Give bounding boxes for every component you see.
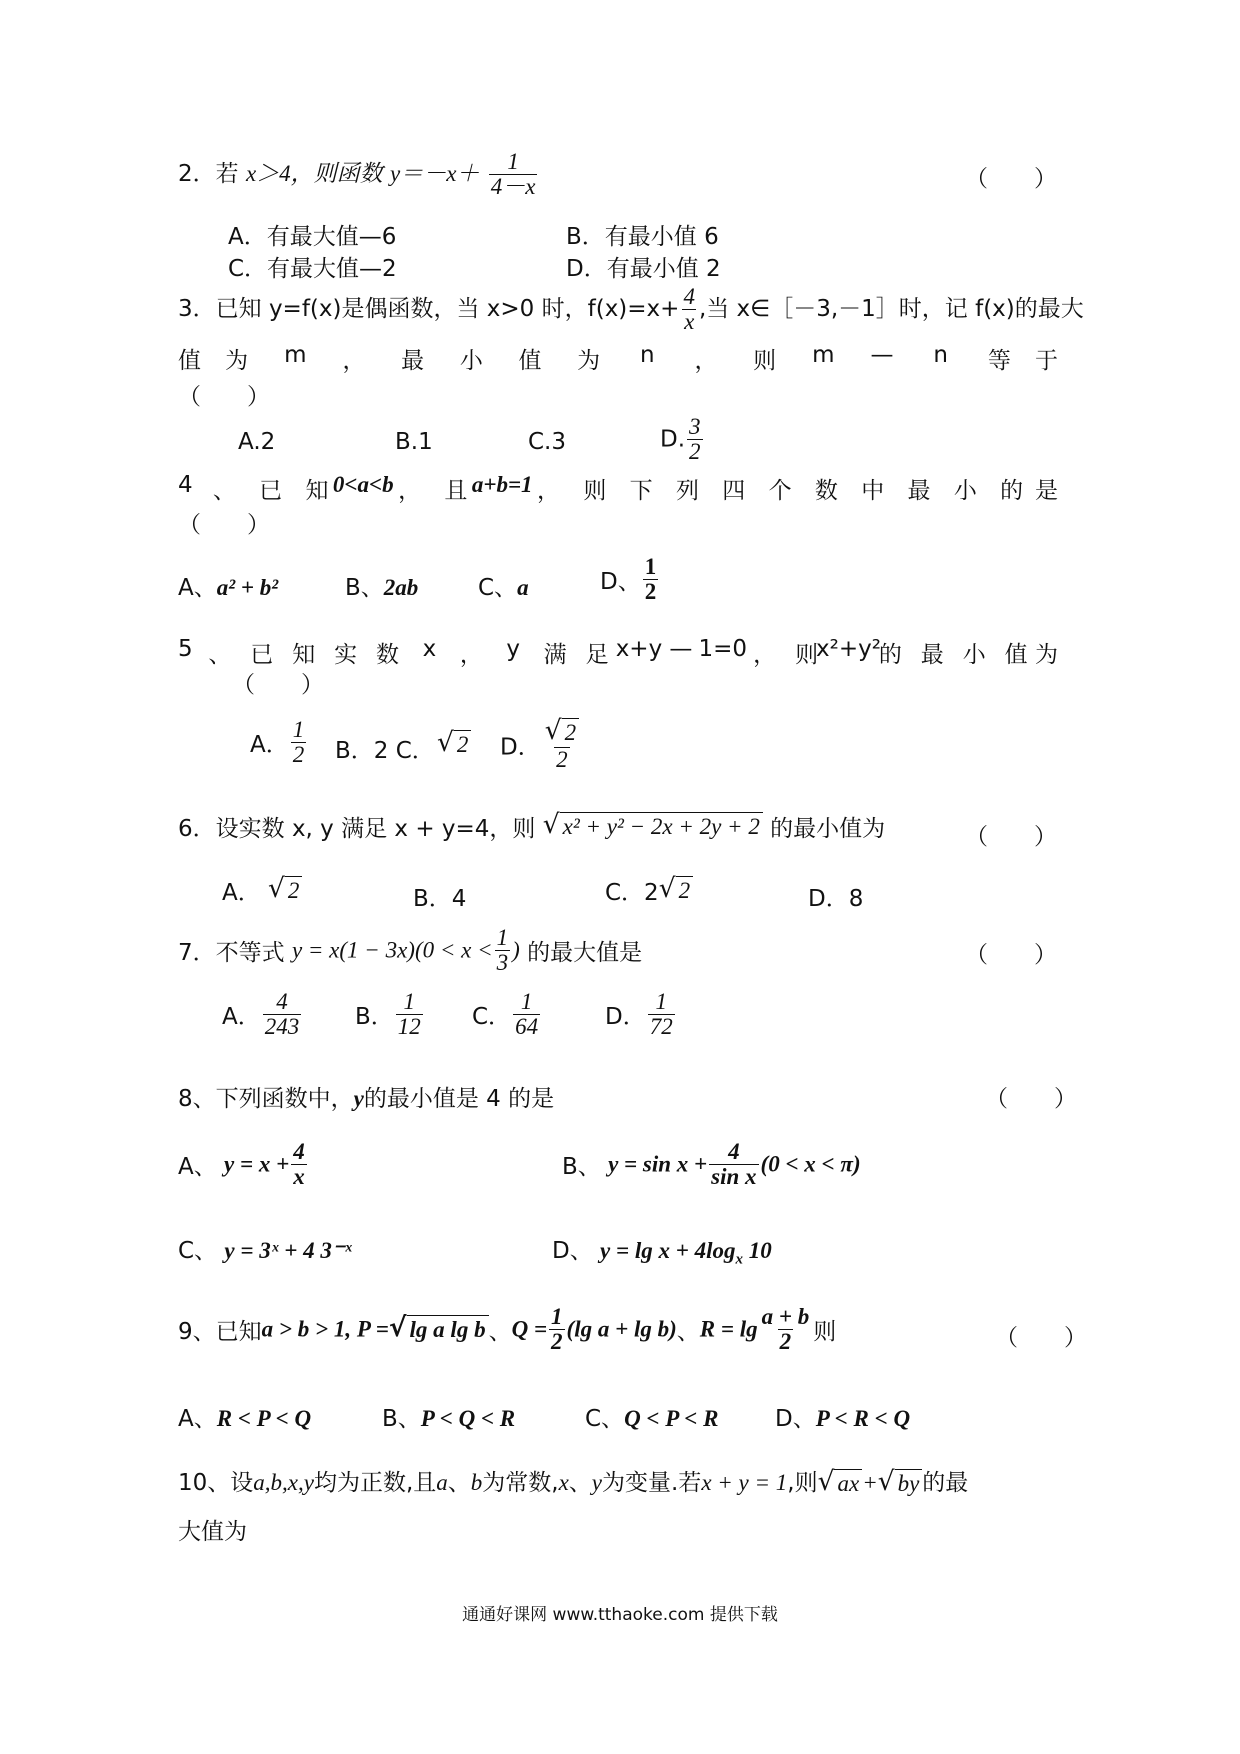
q4-line1-token: 小 (953, 478, 977, 504)
q9-text-pre: 9、已知 (178, 1319, 262, 1346)
q3-line2-token: 则 (753, 348, 777, 374)
q5-line1-token: 5 (178, 636, 193, 662)
q8-a-den: x (293, 1164, 305, 1190)
q4-line1-token: 个 (768, 478, 792, 504)
q7-d-num: 1 (655, 989, 667, 1014)
q6-c-radicand: 2 (676, 876, 694, 905)
q5-line1-token: 知 (292, 642, 316, 668)
q3-d-num: 3 (689, 414, 701, 439)
q8-options-row2 (0, 1232, 1240, 1272)
q8-options-row1 (0, 1140, 1240, 1214)
q3-line2-token: m (284, 342, 307, 368)
q5-option-d-fraction (543, 715, 581, 772)
q5-option-a-label: A． (250, 732, 289, 759)
q9-option-b-label: B、 (382, 1406, 421, 1432)
q4-option-d (600, 555, 660, 604)
q5-line1-token: 则 (795, 642, 819, 668)
q9-option-c-label: C、 (585, 1406, 625, 1432)
q5-a-num: 1 (292, 717, 305, 742)
q4-line1-token: 、 (212, 478, 236, 504)
q9-sep2: 、 (676, 1319, 700, 1346)
q10-text-e: ,则 (787, 1470, 818, 1496)
q7-fraction (495, 926, 511, 975)
q8-option-d (552, 1232, 772, 1269)
q7-option-c-label: C． (472, 1004, 512, 1031)
q9-r-expr: R = lg (699, 1316, 758, 1342)
q9-sep1: 、 (488, 1319, 512, 1346)
q3-option-d-fraction (687, 415, 703, 464)
q10-stem-line1 (178, 1464, 968, 1498)
q9-q-tail: (lg a + lg b) (566, 1316, 677, 1342)
q7-option-d (605, 990, 677, 1039)
q4-option-b-label: B、 (345, 575, 384, 601)
q3-line2-token: m (812, 342, 835, 368)
q4-line1-token: 则 (583, 478, 607, 504)
q7-frac-den: 3 (496, 950, 509, 976)
q4-options (0, 555, 1240, 619)
q5-d-radicand: 2 (562, 718, 580, 747)
q5-c-radicand: 2 (454, 730, 472, 759)
q2-option-a: A．有最大值—6 (228, 224, 397, 250)
q5-line1-token: 、 (208, 642, 232, 668)
q4-line1-token: ， (398, 478, 422, 504)
q4-option-c-expr: a (517, 575, 529, 600)
q8-option-c-label: C、 (178, 1238, 218, 1264)
q10-radicand-ax: ax (834, 1469, 862, 1498)
q6-text-pre: 6．设实数 x, y 满足 x + y=4，则 (178, 816, 536, 842)
q7-option-b-label: B． (355, 1004, 394, 1031)
q3-frac-den: x (684, 309, 695, 335)
q8-stem (178, 1080, 554, 1113)
q7-close: ) (512, 937, 520, 963)
q5-line1-token: ， (753, 642, 777, 668)
q3-options (0, 415, 1240, 479)
q5-line1-token: x²+y² (816, 636, 881, 662)
q4-line1-token: 列 (675, 478, 699, 504)
q9-answer-paren: （ ） (995, 1325, 1087, 1351)
q8-option-c (178, 1232, 352, 1265)
q4-line1-token: 是 (1035, 478, 1058, 504)
q9-option-d (775, 1400, 910, 1433)
q7-b-fraction (396, 990, 423, 1039)
q9-d-expr: P < R < Q (815, 1406, 911, 1431)
q8-text-post: 的最小值是 4 的是 (363, 1086, 555, 1112)
page-footer: 通通好课网 www.tthaoke.com 提供下载 (462, 1605, 778, 1625)
q5-option-c-sqrt (437, 727, 471, 759)
q3-line2-token: 最 (401, 348, 425, 374)
q10-stem-line2 (0, 1513, 1240, 1549)
q9-r-fraction (760, 1305, 812, 1354)
q2-stem (178, 150, 539, 199)
q9-q-num: 1 (551, 1304, 563, 1329)
q8-b-expr: y = sin x + (608, 1151, 708, 1177)
q9-option-c (585, 1400, 718, 1433)
sqrt-icon: √ (544, 715, 562, 746)
q4-line1-token: 知 (305, 478, 329, 504)
q9-a-expr: R < P < Q (216, 1406, 312, 1431)
question-5 (0, 636, 1240, 670)
q7-a-num: 4 (276, 989, 288, 1014)
q10-text-b: 均为正数,且 (313, 1470, 437, 1496)
q4-option-b-expr: 2ab (383, 575, 419, 600)
q5-line1-token: y (506, 636, 521, 662)
q7-expression: y = x(1 − 3x)(0 < x < (291, 937, 493, 963)
q2-answer-paren: （ ） (965, 166, 1057, 192)
q8-d-subscript: x (735, 1251, 743, 1268)
q10-text-line2: 大值为 (178, 1519, 247, 1545)
q2-option-c: C．有最大值—2 (228, 256, 397, 282)
q10-text-a: 10、设 (178, 1470, 254, 1496)
q8-d-expr: y = lg x + 4log (600, 1238, 736, 1263)
q5-option-a-fraction (291, 718, 307, 767)
q10-sep: 、 (447, 1470, 471, 1496)
q7-option-b (355, 990, 425, 1039)
q2-option-b: B．有最小值 6 (566, 224, 719, 250)
question-3 (0, 285, 1240, 349)
q8-answer-paren: （ ） (985, 1086, 1077, 1112)
q10-b: b (470, 1470, 483, 1495)
q8-d-tail: 10 (742, 1238, 772, 1263)
q9-c-expr: Q < P < R (624, 1406, 719, 1431)
q8-option-d-label: D、 (552, 1238, 593, 1264)
q10-radicand-by: by (895, 1469, 923, 1498)
q4-option-d-fraction (643, 555, 659, 604)
q8-b-fraction (709, 1140, 758, 1189)
q4-line1-token: 且 (444, 478, 468, 504)
q9-q-expr: Q = (511, 1316, 548, 1342)
q9-condition: a > b > 1, P = (261, 1316, 389, 1342)
q6-a-radicand: 2 (285, 876, 303, 905)
q9-option-b (382, 1400, 515, 1433)
q4-option-a-label: A、 (178, 575, 217, 601)
q4-d-num: 1 (644, 554, 657, 579)
q5-line1-token: 足 (585, 642, 609, 668)
q8-option-b (562, 1140, 861, 1189)
q6-stem (178, 810, 885, 843)
question-7 (0, 926, 1240, 990)
q7-stem (178, 926, 642, 975)
q3-line2-token: 为 (225, 348, 249, 374)
q2-fraction (489, 150, 538, 199)
q4-line1-token: a+b=1 (471, 472, 533, 497)
q7-frac-num: 1 (496, 925, 509, 950)
q4-option-a-expr: a² + b² (216, 575, 279, 600)
q6-c-sqrt (658, 873, 693, 905)
q6-option-b: B．4 (413, 886, 467, 912)
q7-a-fraction (263, 990, 302, 1039)
q3-line2-token: 小 (459, 348, 483, 374)
q5-d-sqrt (544, 715, 579, 747)
question-8 (0, 1080, 1240, 1116)
q6-option-a-label: A． (222, 880, 261, 906)
q3-line2-token: 值 (178, 348, 201, 374)
q8-a-fraction (291, 1140, 307, 1189)
q7-d-fraction (648, 990, 675, 1039)
q5-line1-token: 小 (962, 642, 986, 668)
q4-line1-token: 中 (861, 478, 885, 504)
q3-stem-line1 (178, 285, 1084, 334)
q4-paren-row (0, 506, 1240, 540)
question-9 (0, 1305, 1240, 1369)
q3-text-a: 3．已知 y=f(x)是偶函数，当 x>0 时，f(x)=x+ (178, 296, 680, 323)
q3-option-c: C.3 (528, 429, 567, 455)
q4-line1-token: ， (537, 478, 561, 504)
q3-d-den: 2 (689, 439, 701, 465)
q10-text-f: 的最 (922, 1470, 969, 1496)
q4-line1-token: 四 (722, 478, 746, 504)
question-4 (0, 472, 1240, 506)
q8-a-expr: y = x + (224, 1151, 290, 1177)
q2-condition: x＞4，则函数 (245, 161, 383, 187)
q9-r-den: 2 (779, 1329, 792, 1355)
q7-option-c (472, 990, 542, 1039)
q4-d-den: 2 (644, 579, 657, 605)
q9-text-post: 则 (813, 1319, 837, 1346)
q6-option-a (222, 874, 302, 907)
q5-answer-paren: （ ） (232, 672, 324, 698)
q3-option-a: A.2 (238, 429, 276, 455)
q10-y: y (591, 1470, 603, 1495)
q5-d-den: 2 (556, 746, 568, 772)
q2-expression: y＝－x＋ (389, 161, 480, 187)
q3-paren-row (0, 378, 1240, 412)
q2-frac-den: 4－x (490, 174, 536, 200)
q3-line2-token: 为 (577, 348, 601, 374)
q9-options (0, 1400, 1240, 1436)
q7-c-fraction (513, 990, 540, 1039)
q7-options (0, 990, 1240, 1054)
q4-line1-token: 0<a<b (332, 472, 394, 497)
q5-line1-token: 实 (334, 642, 358, 668)
q4-line1-token: 下 (629, 478, 653, 504)
q5-line1-token: — (669, 636, 693, 662)
q7-text-pre: 7．不等式 (178, 940, 285, 967)
q3-line2-token: n (640, 342, 655, 368)
q9-q-den: 2 (551, 1329, 563, 1355)
q3-line2-token: ， (694, 348, 718, 374)
q8-var: y (353, 1086, 364, 1111)
q7-d-den: 72 (649, 1014, 673, 1040)
q3-option-d (660, 415, 705, 464)
q5-option-b-c: B．2 C． (335, 738, 435, 764)
q10-equation: x + y = 1 (701, 1470, 788, 1495)
q10-text-c: 为常数, (482, 1470, 559, 1496)
q7-c-den: 64 (515, 1014, 539, 1040)
q10-sqrt-by (877, 1466, 923, 1498)
q4-answer-paren: （ ） (178, 512, 270, 538)
q2-option-d: D．有最小值 2 (566, 256, 721, 282)
q5-line1-token: 已 (250, 642, 274, 668)
q7-answer-paren: （ ） (965, 942, 1057, 968)
q9-option-a (178, 1400, 311, 1433)
q8-text-pre: 8、下列函数中， (178, 1086, 354, 1112)
q10-text-d: 为变量.若 (602, 1470, 702, 1496)
q3-frac-num: 4 (683, 284, 695, 309)
q7-b-num: 1 (403, 989, 416, 1014)
q3-line2-token: 值 (518, 348, 542, 374)
q5-paren-row (0, 666, 1240, 700)
q3-line2-token: 于 (1035, 348, 1058, 374)
sqrt-icon: √ (542, 809, 560, 841)
q3-text-b: ,当 x∈［－3,－1］时，记 f(x)的最大 (698, 296, 1084, 323)
q8-b-num: 4 (728, 1139, 740, 1164)
q7-c-num: 1 (520, 989, 533, 1014)
q5-line1-token: 值 (1004, 642, 1028, 668)
q9-p-sqrt (388, 1312, 489, 1344)
q10-plus: + (862, 1470, 878, 1495)
q2-options-row2 (0, 250, 1240, 284)
q2-options-row1 (0, 218, 1240, 252)
q10-a: a (436, 1470, 448, 1495)
q4-line1-token: 最 (907, 478, 931, 504)
q4-line1-token: 已 (259, 478, 283, 504)
q5-line1-token: 的 (878, 642, 902, 668)
q7-option-a-label: A． (222, 1004, 261, 1031)
q10-sqrt-ax (817, 1466, 863, 1498)
q5-line1-token: 满 (543, 642, 567, 668)
q3-option-d-label: D. (660, 426, 686, 453)
q3-line2-token: ， (342, 348, 366, 374)
q8-option-a (178, 1140, 309, 1189)
sqrt-icon: √ (817, 1466, 835, 1498)
q4-option-c-label: C、 (478, 575, 518, 601)
question-10 (0, 1464, 1240, 1504)
q6-sqrt (542, 809, 763, 841)
q8-a-num: 4 (293, 1139, 305, 1164)
q8-option-a-label: A、 (178, 1154, 217, 1181)
q4-line1-token: 的 (1000, 478, 1024, 504)
question-6 (0, 810, 1240, 874)
q9-option-a-label: A、 (178, 1406, 217, 1432)
q6-option-c (605, 874, 693, 907)
q2-frac-num: 1 (507, 149, 519, 174)
q4-option-c (478, 569, 529, 602)
q4-option-b (345, 569, 418, 602)
q6-text-post: 的最小值为 (770, 816, 886, 842)
q7-a-den: 243 (264, 1014, 300, 1040)
q4-line1-token: 数 (814, 478, 838, 504)
q8-b-den: sin x (711, 1164, 757, 1190)
q5-a-den: 2 (292, 742, 305, 768)
q4-option-d-label: D、 (600, 569, 641, 596)
q3-fraction (681, 285, 697, 334)
q6-a-sqrt (268, 873, 302, 905)
q4-line1-token: 4 (178, 472, 193, 498)
q3-line2-token: — (870, 342, 894, 368)
q4-option-a (178, 569, 278, 602)
q7-text-post: 的最大值是 (527, 940, 643, 967)
sqrt-icon: √ (877, 1466, 895, 1498)
sqrt-icon: √ (437, 727, 454, 758)
q5-line1-token: 1=0 (698, 636, 748, 662)
q9-p-radicand: lg a lg b (407, 1315, 489, 1344)
q7-b-den: 12 (397, 1014, 421, 1040)
q3-answer-paren: （ ） (178, 384, 270, 410)
q5-option-a (250, 718, 308, 767)
q3-option-b: B.1 (395, 429, 433, 455)
q6-option-d: D．8 (808, 886, 864, 912)
q5-line1-token: x (422, 636, 437, 662)
q9-r-num: a + b (761, 1304, 810, 1329)
q6-option-c-label: C．2 (605, 880, 659, 906)
q8-option-b-label: B、 (562, 1154, 601, 1181)
q10-sep2: 、 (568, 1470, 592, 1496)
sqrt-icon: √ (268, 873, 285, 905)
q5-option-d-label: D． (500, 734, 541, 761)
q5-line1-token: 为 (1035, 642, 1058, 668)
q9-b-expr: P < Q < R (420, 1406, 516, 1431)
q3-stem-line2 (0, 342, 1240, 376)
q5-options (0, 715, 1240, 782)
q9-option-d-label: D、 (775, 1406, 816, 1432)
q7-option-d-label: D． (605, 1004, 646, 1031)
q7-option-a (222, 990, 303, 1039)
q3-line2-token: n (933, 342, 948, 368)
question-2 (0, 150, 1240, 214)
sqrt-icon: √ (658, 873, 676, 905)
q6-answer-paren: （ ） (965, 824, 1057, 850)
q5-line1-token: 最 (920, 642, 944, 668)
q8-b-tail: (0 < x < π) (760, 1151, 861, 1177)
q5-line1-token: 数 (376, 642, 400, 668)
q9-stem (178, 1305, 836, 1354)
q5-line1-token: ， (459, 642, 483, 668)
q10-vars: a,b,x,y (253, 1470, 314, 1495)
q2-number: 2．若 (178, 161, 239, 188)
sqrt-icon: √ (388, 1312, 407, 1344)
q5-option-d (500, 715, 583, 772)
q3-line2-token: 等 (987, 348, 1011, 374)
q8-c-expr: y = 3ˣ + 4 3⁻ˣ (224, 1238, 352, 1263)
q6-radicand: x² + y² − 2x + 2y + 2 (560, 812, 763, 841)
q5-line1-token: x+y (615, 636, 663, 662)
q9-q-fraction (549, 1305, 565, 1354)
q10-x: x (558, 1470, 569, 1495)
